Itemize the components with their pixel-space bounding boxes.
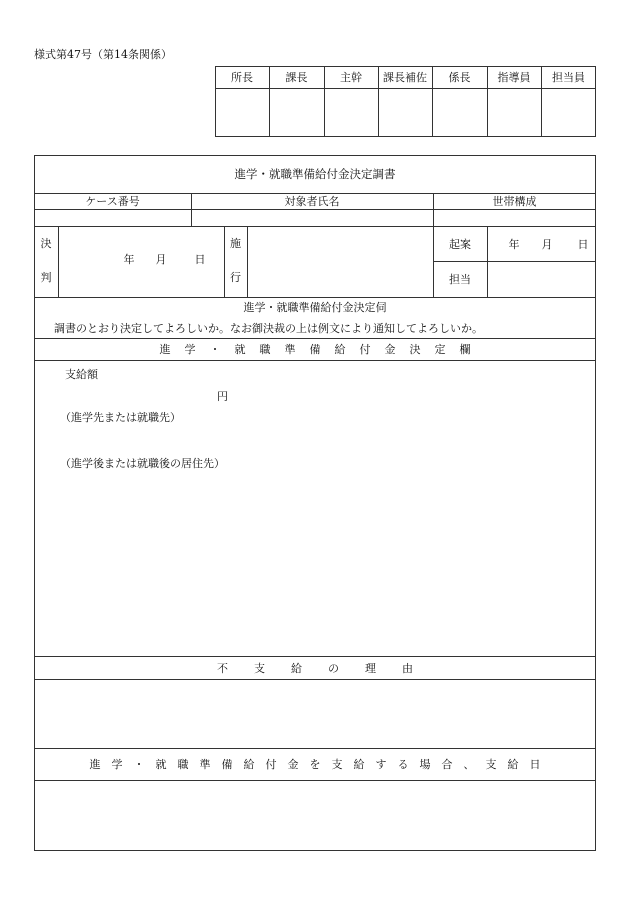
stamp-cell-unit-chief[interactable] — [433, 89, 486, 136]
stamp-cell-manager[interactable] — [325, 89, 377, 136]
draft-date-month: 月 — [541, 238, 553, 251]
case-number-field[interactable] — [35, 210, 190, 225]
subject-name-field[interactable] — [192, 210, 432, 225]
stamp-cell-assistant-chief[interactable] — [379, 89, 431, 136]
stamp-cell-instructor[interactable] — [488, 89, 540, 136]
enforce-label-2: 行 — [230, 271, 241, 284]
enforce-date-field[interactable] — [248, 227, 432, 296]
amount-label: 支給額 — [65, 368, 98, 381]
stamp-cell-staff[interactable] — [542, 89, 595, 136]
household-field[interactable] — [434, 210, 595, 225]
destination-label: （進学先または就職先） — [60, 411, 181, 424]
destination-field[interactable] — [60, 425, 580, 449]
approval-header-section-chief: 課長 — [285, 71, 308, 84]
draft-label: 起案 — [449, 237, 471, 251]
decision-date-day: 日 — [194, 253, 206, 266]
charge-label: 担当 — [449, 273, 471, 286]
inquiry-text: 調書のとおり決定してよろしいか。なお御決裁の上は例文により通知してよろしいか。 — [54, 322, 483, 335]
yen-label: 円 — [217, 390, 228, 403]
approval-header-director: 所長 — [231, 71, 253, 84]
approval-header-assistant-chief: 課長補佐 — [383, 71, 427, 84]
residence-field[interactable] — [60, 472, 580, 650]
inquiry-title: 進学・就職準備給付金決定伺 — [243, 301, 387, 314]
charge-field[interactable] — [488, 262, 595, 296]
residence-label: （進学後または就職後の居住先） — [60, 457, 225, 470]
payment-date-header: 進学・就職準備給付金を支給する場合、支給日 — [89, 758, 552, 771]
enforce-label-1: 施 — [230, 237, 241, 250]
decision-date-month: 月 — [155, 253, 167, 266]
form-id: 様式第47号（第14条関係） — [34, 48, 172, 61]
non-payment-header: 不支給の理由 — [217, 661, 439, 675]
approval-header-manager: 主幹 — [340, 71, 362, 84]
subject-name-label: 対象者氏名 — [284, 195, 340, 208]
amount-field[interactable] — [65, 382, 215, 400]
decision-section-header: 進学・就職準備給付金決定欄 — [159, 343, 485, 356]
decision-label-2: 判 — [40, 271, 52, 284]
household-label: 世帯構成 — [492, 195, 537, 208]
stamp-cell-section-chief[interactable] — [270, 89, 323, 136]
draft-date-year: 年 — [508, 238, 520, 251]
stamp-cell-director[interactable] — [216, 89, 268, 136]
case-number-label: ケース番号 — [85, 195, 140, 208]
payment-date-field[interactable] — [35, 781, 595, 850]
decision-label-1: 決 — [40, 237, 52, 250]
form-title: 進学・就職準備給付金決定調書 — [234, 167, 396, 181]
non-payment-field[interactable] — [35, 680, 595, 747]
draft-date-day: 日 — [577, 238, 589, 251]
decision-date-year: 年 — [123, 253, 135, 266]
approval-header-instructor: 指導員 — [497, 71, 531, 84]
approval-header-unit-chief: 係長 — [448, 71, 471, 84]
approval-header-staff: 担当員 — [552, 71, 585, 84]
